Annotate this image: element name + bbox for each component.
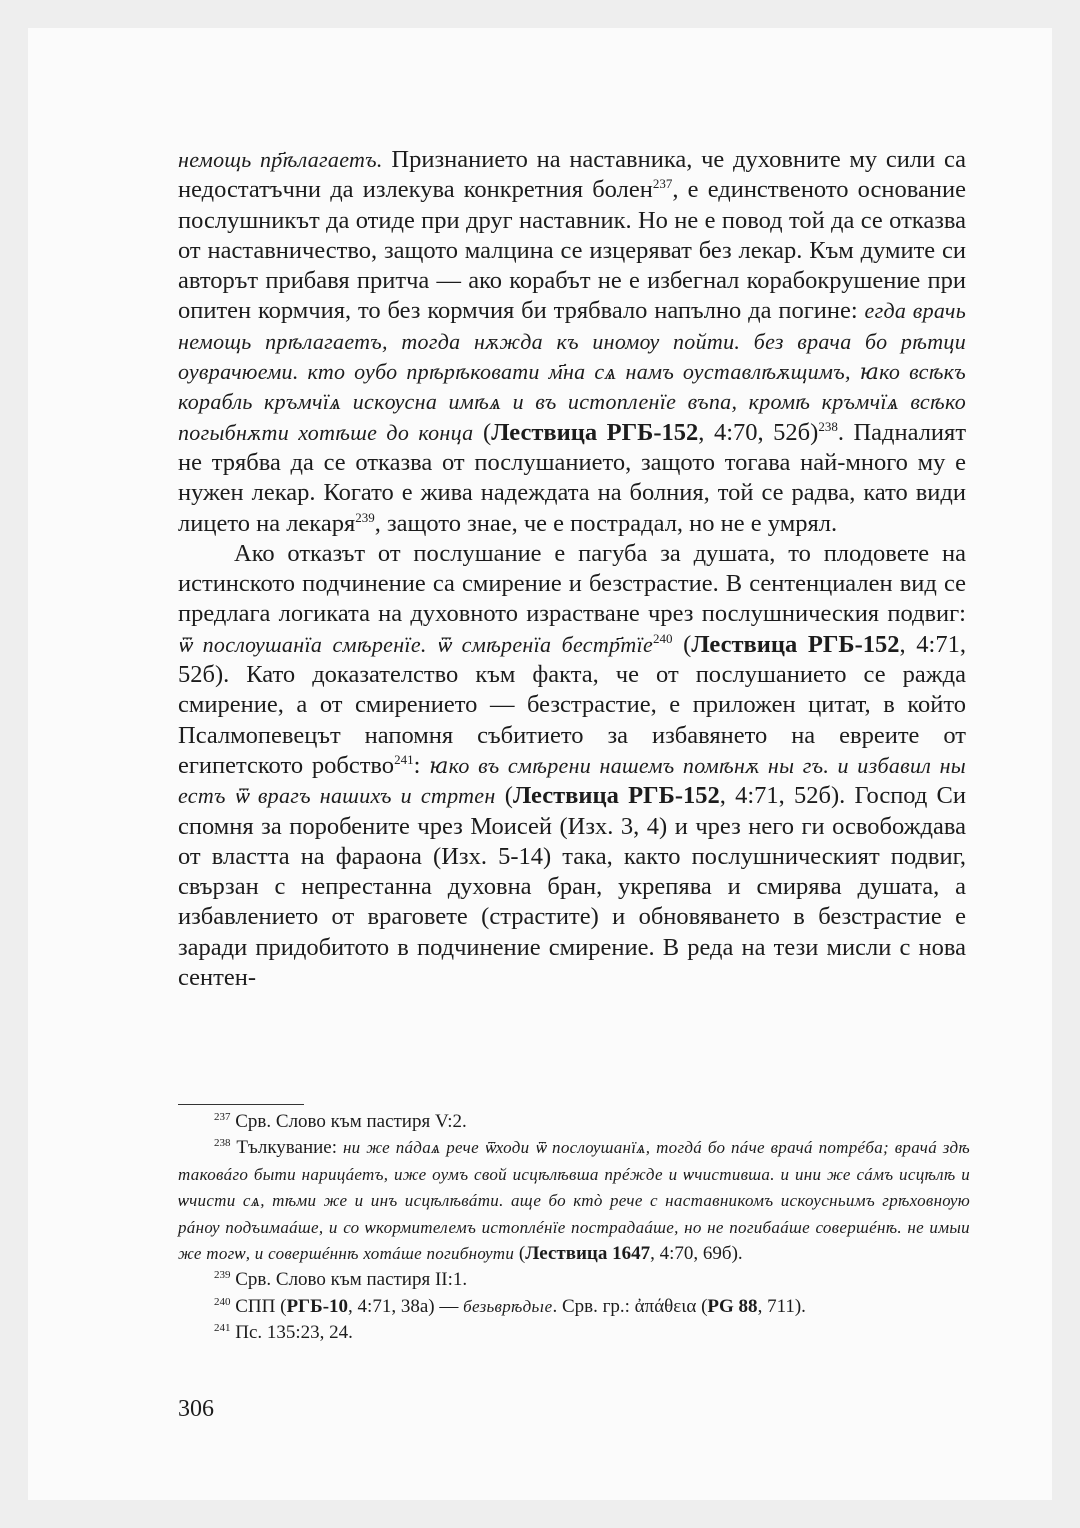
- source-citation: Лествица РГБ-152: [491, 418, 699, 446]
- text-run: , 4:70, 52б): [698, 418, 819, 446]
- footnote-number: 237: [214, 1111, 231, 1123]
- footnote-text: СПП (: [230, 1295, 287, 1317]
- footnote-ref-238[interactable]: 238: [818, 418, 838, 434]
- text-run: (: [495, 782, 513, 810]
- paragraph-1: [178, 145, 966, 539]
- footnote-237: [178, 1109, 970, 1135]
- main-text: [178, 145, 966, 993]
- footnote-239: [178, 1267, 970, 1293]
- footnote-ref-239[interactable]: 239: [355, 509, 375, 525]
- source-citation: PG 88: [707, 1295, 758, 1317]
- footnote-text: Срв. Слово към пастиря V:2.: [230, 1111, 467, 1132]
- footnote-text: , 711).: [757, 1295, 806, 1317]
- footnote-ref-240[interactable]: 240: [653, 630, 673, 646]
- footnote-240: [178, 1294, 970, 1320]
- footnote-238: [178, 1135, 970, 1267]
- text-run: , 4:71, 52б). Господ Си спомня за поробените чрез Моисей (Изх. 3, 4) и чрез него ги освобождава от властта на фараона (Изх. 5-14) така, както послушническият подвиг, свързан с непрестанна духовна бран, укрепява и смирява душата, а избавлението от враговете (страстите) и обновяването в безстрастие е заради придобитото в подчинение смирение. В реда на тези мисли с нова сентен-: [178, 782, 966, 992]
- church-slavonic-quote: безьврѣдьıе: [463, 1296, 553, 1316]
- source-citation: Лествица 1647: [525, 1243, 651, 1265]
- footnote-text: Пс. 135:23, 24.: [230, 1322, 353, 1344]
- footnote-text: (: [514, 1243, 526, 1265]
- church-slavonic-quote: ни же пáдаѧ рече ѿходи ѿ послѹшанїѧ, тогдá бо пáче врачá потрéба; врачá здѣ таковáго быти нарицáетъ, иже оумъ свой исцѣлѣвша прéжде и ѡчистивша. и ини же сáмъ исцѣлѣ и ѡчисти сѧ, тѣми же и инъ исцѣлѣвáти. аще бо ктò рече с наставникомъ искоусньимъ грѣховнѹю рáнѹ подъимаáше, и со ѡкормителемъ истоплéнїе пострадаáше, но не погибаáше совершéнѣ. не имыи же тогѡ, и совершéннѣ хотáше погибнѹти: [178, 1138, 970, 1264]
- text-run: Ако отказът от послушание е пагуба за душата, то плодовете на истинското подчинение са смирение и безстрастие. В сентенциален вид се предлага логиката на духовното израстване чрез послушническия подвиг:: [178, 539, 966, 628]
- text-run: , защото знае, че е пострадал, но не е умрял.: [374, 509, 838, 537]
- footnote-text: , 4:70, 69б).: [650, 1243, 743, 1265]
- footnote-text: Тълкувание:: [230, 1137, 343, 1159]
- text-run: , 4:71, 52б). Като доказателство към факта, че от послушанието се ражда смирение, а от смирението — безстрастие, е приложен цитат, в който Псалмопевецът напомня събитието за избавянето на евреите от египетското робство: [178, 630, 966, 779]
- footnote-text: . Срв. гр.: ἀπάθεια (: [552, 1295, 708, 1317]
- source-citation: РГБ-10: [286, 1295, 349, 1317]
- footnote-ref-237[interactable]: 237: [652, 176, 673, 192]
- footnote-number: 241: [214, 1322, 231, 1335]
- footnote-number: 239: [214, 1269, 231, 1282]
- footnote-ref-241[interactable]: 241: [394, 751, 414, 767]
- church-slavonic-quote: ꙗко въ смѣрени нашемъ помѣнѫ ны гъ. и избавил ны естъ ѿ врагъ нашихъ и стртен: [178, 752, 966, 809]
- footnote-separator: [178, 1104, 304, 1105]
- text-run: , е единственото основание послушникът да отиде при друг наставник. Но не е повод той да се отказва от наставничество, защото малцина се изцеряват без лекар. Към думите си авторът прибавя притча — ако корабът не е избегнал корабокрушение при опитен кормчия, то без кормчия би трябвало напълно да погине:: [178, 176, 966, 325]
- text-run: (: [672, 630, 692, 658]
- footnote-number: 238: [214, 1137, 231, 1150]
- footnote-number: 240: [214, 1295, 231, 1308]
- source-citation: Лествица РГБ-152: [512, 782, 720, 810]
- church-slavonic-quote: немощь пр҃ѣлагаетъ.: [178, 147, 383, 172]
- text-run: (: [473, 418, 492, 446]
- text-run: Признанието на наставника, че духовните му сили са недостатъчни да излекува конкретния болен: [178, 146, 966, 204]
- source-citation: Лествица РГБ-152: [691, 630, 900, 658]
- paragraph-2: [178, 539, 966, 993]
- book-page: [28, 28, 1052, 1500]
- text-run: :: [413, 751, 430, 779]
- church-slavonic-quote: егда врачь немощь прѣлагаетъ, тогда нѫжда къ иномѹ пойти. без врача бо рѣтци оуврачюеми. кто оубо прѣрѣковати м҃на сѧ намъ оуставлѣѫщимъ, ꙗко всѣкъ корабль кръмчїѧ искѹсна имѣѧ и въ истопленїе въпа, кромѣ кръмчїѧ всѣко погыбнѫти хотѣше до конца: [178, 298, 967, 445]
- church-slavonic-quote: ѿ послѹшанїа смѣренїе. ѿ смѣренїа бестр҃тїе: [178, 631, 654, 657]
- footnotes: [178, 1109, 970, 1347]
- page-number: 306: [178, 1396, 214, 1422]
- footnote-241: [178, 1320, 970, 1346]
- footnote-text: Срв. Слово към пастиря II:1.: [230, 1269, 468, 1291]
- footnote-text: , 4:71, 38а) —: [348, 1295, 464, 1317]
- text-run: . Падналият не трябва да се отказва от послушанието, защото тогава най-много му е нужен лекар. Когато е жива надеждата на болния, той се радва, като види лицето на лекаря: [178, 418, 967, 537]
